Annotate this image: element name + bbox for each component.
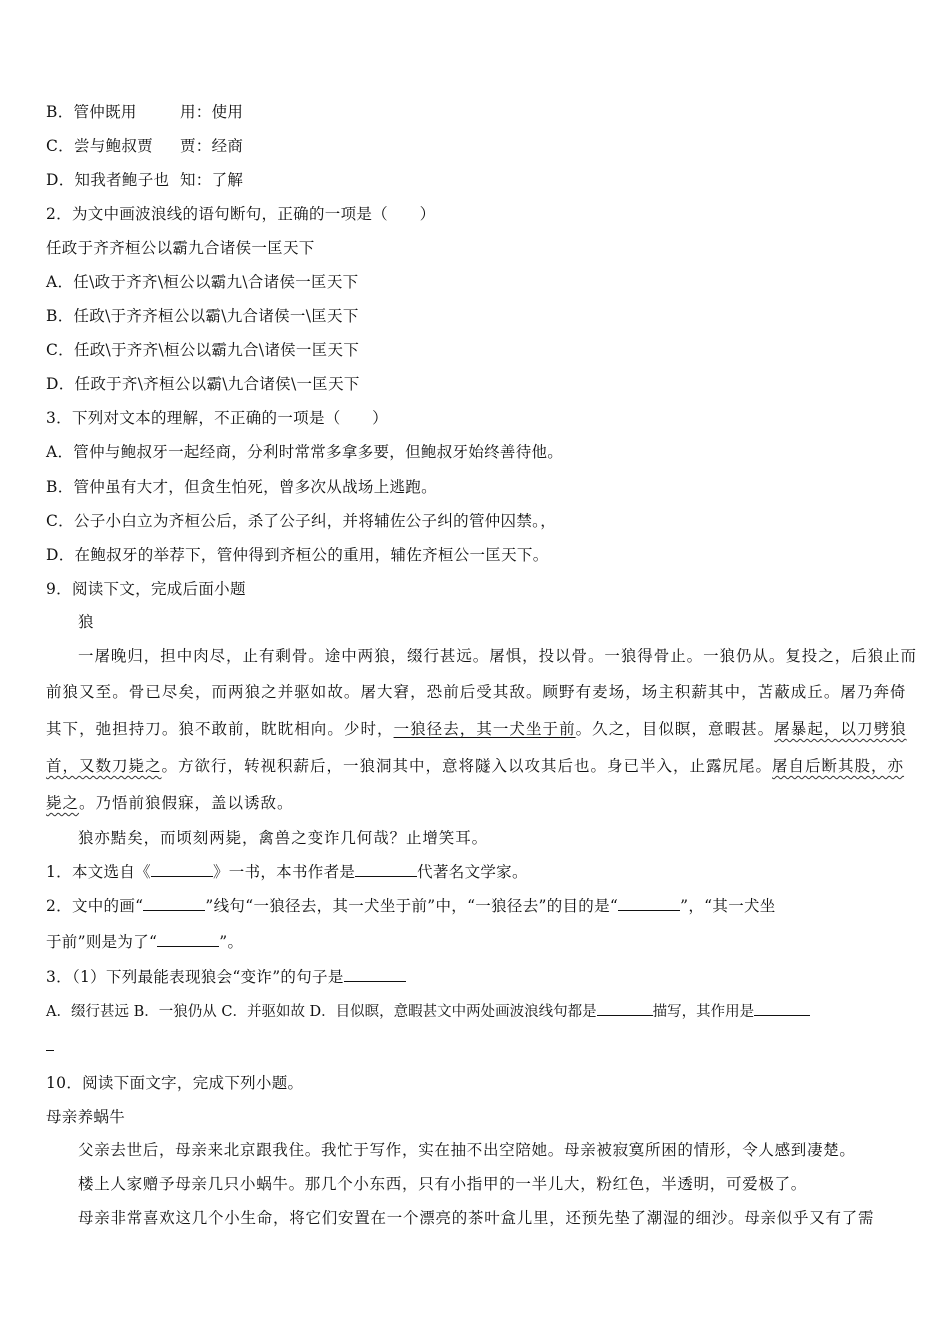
q1-option-b — [46, 102, 243, 122]
text-span: 1．本文选自《 — [46, 863, 151, 881]
passage-line — [46, 793, 294, 813]
option-letter: D． — [46, 171, 75, 189]
text-span: 2．文中的画“ — [46, 897, 144, 915]
wavy-sentence: 毙之 — [46, 794, 80, 812]
passage-title: 狼 — [78, 613, 94, 631]
answer-blank[interactable] — [597, 1001, 653, 1016]
q2-option-c: C．任政\于齐齐\桓公以霸九合\诸侯一匡天下 — [46, 341, 360, 359]
q3-option-a: A．管仲与鲍叔牙一起经商，分利时常常多拿多要，但鲍叔牙始终善待他。 — [46, 443, 564, 461]
answer-blank[interactable] — [344, 967, 406, 982]
passage-line: 一屠晚归，担中肉尽，止有剩骨。途中两狼，缀行甚远。屠惧，投以骨。一狼得骨止。一狼仍从。复投之，后狼止而 — [78, 647, 917, 665]
q2-stem: 2．为文中画波浪线的语句断句，正确的一项是（ ） — [46, 205, 436, 223]
q9-sub3-options — [46, 1001, 810, 1022]
q9-sub2 — [46, 896, 776, 916]
q10-paragraph: 母亲非常喜欢这几个小生命，将它们安置在一个漂亮的茶叶盒儿里，还预先垫了潮湿的细沙。母亲似乎又有了需 — [78, 1209, 875, 1227]
wavy-sentence: 屠暴起，以刀劈狼 — [774, 720, 907, 738]
text-span: 。乃悟前狼假寐，盖以诱敌。 — [79, 794, 294, 812]
answer-blank[interactable] — [754, 1001, 810, 1016]
passage-paragraph-2: 狼亦黠矣，而顷刻两毙，禽兽之变诈几何哉？止增笑耳。 — [78, 829, 489, 847]
text-span: A．缀行甚远 B．一狼仍从 C．并驱如故 D．目似瞑，意暇甚文中两处画波浪线句都是 — [46, 1004, 597, 1020]
text-span: 代著名文学家。 — [417, 863, 528, 881]
q3-option-c: C．公子小白立为齐桓公后，杀了公子纠，并将辅佐公子纠的管仲囚禁。， — [46, 512, 557, 530]
wavy-sentence: 首，又数刀毙之 — [46, 757, 162, 775]
q9-sub1 — [46, 862, 528, 882]
text-span: 于前”则是为了“ — [46, 933, 158, 951]
q10-paragraph: 父亲去世后，母亲来北京跟我住。我忙于写作，实在抽不出空陪她。母亲被寂寞所困的情形，令人感到凄楚。 — [78, 1141, 856, 1159]
text-span: 。久之，目似瞑，意暇甚。 — [575, 720, 775, 738]
passage-line: 前狼又至。骨已尽矣，而两狼之并驱如故。屠大窘，恐前后受其敌。顾野有麦场，场主积薪其中，苫蔽成丘。屠乃奔倚 — [46, 683, 907, 701]
answer-blank[interactable] — [157, 932, 219, 947]
answer-blank[interactable] — [151, 862, 213, 877]
q2-option-a: A．任\政于齐齐\桓公以霸九\合诸侯一匡天下 — [46, 273, 359, 291]
q2-sentence: 任政于齐齐桓公以霸九合诸侯一匡天下 — [46, 239, 315, 257]
passage-line — [46, 719, 907, 739]
text-span: 描写，其作用是 — [652, 1004, 755, 1020]
q1-option-d — [46, 170, 243, 190]
text-span: 其下，弛担持刀。狼不敢前，眈眈相向。少时， — [46, 720, 394, 738]
q9-sub3-wrap — [46, 1036, 54, 1056]
q2-option-b: B．任政\于齐齐桓公以霸\九合诸侯一\匡天下 — [46, 307, 359, 325]
option-gloss: 知：了解 — [180, 171, 244, 189]
answer-blank[interactable] — [618, 896, 680, 911]
q1-option-c — [46, 136, 243, 156]
text-span: 。方欲行，转视积薪后，一狼洞其中，意将隧入以攻其后也。身已半入，止露尻尾。 — [161, 757, 773, 775]
option-letter: C． — [46, 137, 74, 155]
q9-sub3-stem — [46, 967, 406, 987]
text-span: ”。 — [219, 933, 244, 951]
q3-stem: 3．下列对文本的理解，不正确的一项是（ ） — [46, 409, 388, 427]
q2-option-d: D．任政于齐\齐桓公以霸\九合诸侯\一匡天下 — [46, 375, 360, 393]
q3-option-d: D．在鲍叔牙的举荐下，管仲得到齐桓公的重用，辅佐齐桓公一匡天下。 — [46, 546, 549, 564]
answer-blank[interactable] — [355, 862, 417, 877]
wavy-sentence: 屠自后断其股，亦 — [772, 757, 905, 775]
text-span: 3．（1）下列最能表现狼会“变诈”的句子是 — [46, 968, 344, 986]
option-text: 知我者鲍子也 — [74, 171, 170, 189]
q10-title: 母亲养蜗牛 — [46, 1108, 126, 1126]
q10-header: 10．阅读下面文字，完成下列小题。 — [46, 1074, 304, 1092]
q3-option-b: B．管仲虽有大才，但贪生怕死，曾多次从战场上逃跑。 — [46, 478, 437, 496]
text-span: ”线句“一狼径去，其一犬坐于前”中，“一狼径去”的目的是“ — [205, 897, 619, 915]
answer-blank[interactable] — [46, 1036, 54, 1051]
q9-sub2-cont — [46, 932, 243, 952]
option-text: 管仲既用 — [73, 103, 137, 121]
option-gloss: 用：使用 — [180, 103, 244, 121]
underlined-sentence: 一狼径去，其一犬坐于前 — [393, 720, 576, 738]
option-text: 尝与鲍叔贾 — [73, 137, 153, 155]
answer-blank[interactable] — [143, 896, 205, 911]
q10-paragraph: 楼上人家赠予母亲几只小蜗牛。那几个小东西，只有小指甲的一半儿大，粉红色，半透明，可爱极了。 — [78, 1175, 808, 1193]
option-gloss: 贾：经商 — [180, 137, 244, 155]
text-span: ”，“其一犬坐 — [680, 897, 776, 915]
option-letter: B． — [46, 103, 74, 121]
passage-line — [46, 756, 904, 776]
q9-header: 9．阅读下文，完成后面小题 — [46, 580, 246, 598]
text-span: 》一书，本书作者是 — [212, 863, 356, 881]
